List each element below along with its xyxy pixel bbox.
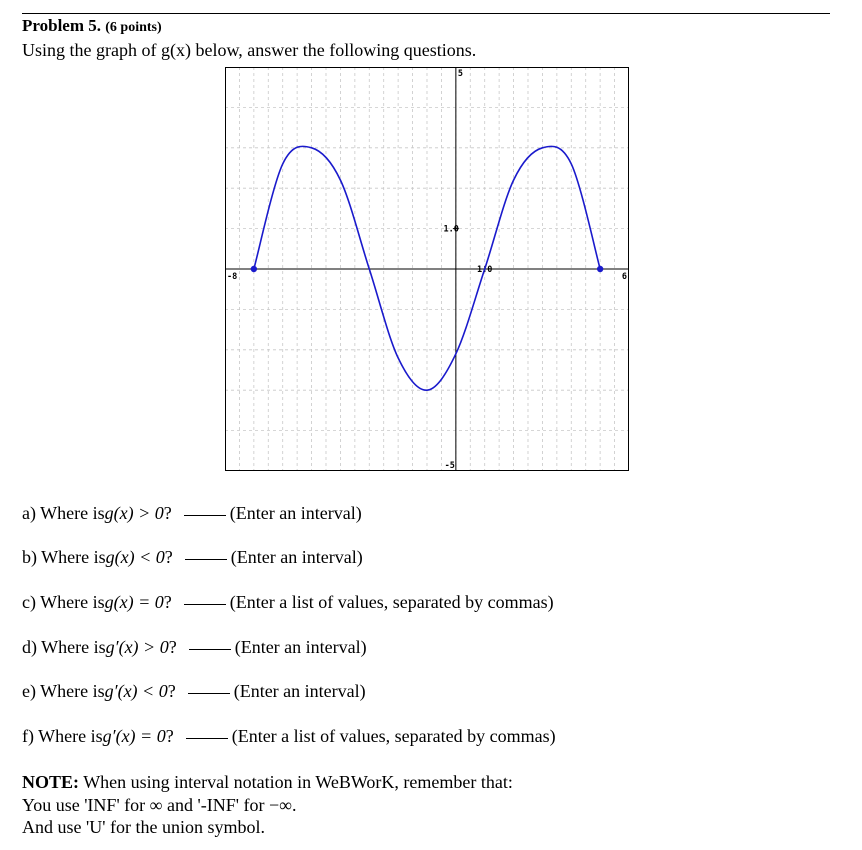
answer-blank-d[interactable] (189, 649, 231, 650)
answer-blank-f[interactable] (186, 738, 228, 739)
question-hint: (Enter an interval) (233, 681, 366, 701)
x-unit-label: 1.0 (477, 265, 493, 275)
graph-of-g (225, 67, 629, 471)
problem-label: Problem 5. (22, 16, 102, 35)
question-expression: g′(x) > 0 (105, 637, 169, 657)
question-mark: ? (167, 681, 176, 701)
question-mark: ? (165, 726, 174, 746)
answer-blank-b[interactable] (185, 559, 227, 560)
y-max-label: 5 (457, 69, 463, 79)
question-label: d) Where is (22, 637, 106, 657)
question-c (22, 592, 554, 613)
question-label: e) Where is (22, 681, 105, 701)
problem-title (22, 16, 162, 36)
right-endpoint (597, 266, 603, 272)
note-line-2: You use 'INF' for ∞ and '-INF' for −∞. (22, 794, 297, 815)
x-min-label: -8 (227, 272, 238, 282)
question-f (22, 726, 556, 747)
question-expression: g(x) = 0 (104, 592, 164, 612)
answer-blank-e[interactable] (188, 693, 230, 694)
question-expression: g(x) < 0 (105, 547, 165, 567)
question-hint: (Enter an interval) (234, 637, 367, 657)
note-line-1: When using interval notation in WeBWorK, remember that: (79, 772, 513, 792)
answer-blank-a[interactable] (184, 515, 226, 516)
question-expression: g′(x) = 0 (102, 726, 166, 746)
question-mark: ? (168, 637, 177, 657)
y-min-label: -5 (444, 461, 455, 471)
question-label: f) Where is (22, 726, 103, 746)
question-a (22, 503, 362, 524)
question-label: a) Where is (22, 503, 105, 523)
question-mark: ? (164, 547, 173, 567)
y-unit-label: 1.0 (443, 224, 459, 235)
question-hint: (Enter a list of values, separated by commas) (229, 592, 554, 612)
question-mark: ? (163, 503, 172, 523)
question-hint: (Enter an interval) (230, 547, 363, 567)
answer-blank-c[interactable] (184, 604, 226, 605)
question-expression: g′(x) < 0 (104, 681, 168, 701)
note-label: NOTE: (22, 772, 80, 792)
question-hint: (Enter an interval) (229, 503, 362, 523)
question-d (22, 637, 367, 658)
left-endpoint (251, 266, 257, 272)
problem-intro: Using the graph of g(x) below, answer the following questions. (22, 40, 477, 60)
question-expression: g(x) > 0 (104, 503, 164, 523)
question-b (22, 547, 363, 568)
question-mark: ? (163, 592, 172, 612)
question-label: c) Where is (22, 592, 105, 612)
note-line-3: And use 'U' for the union symbol. (22, 817, 265, 837)
question-hint: (Enter a list of values, separated by commas) (231, 726, 556, 746)
top-rule (22, 13, 830, 14)
note-block (22, 771, 513, 839)
question-label: b) Where is (22, 547, 106, 567)
x-max-label: 6 (621, 272, 627, 282)
problem-points: (6 points) (105, 20, 162, 35)
question-e (22, 681, 366, 702)
